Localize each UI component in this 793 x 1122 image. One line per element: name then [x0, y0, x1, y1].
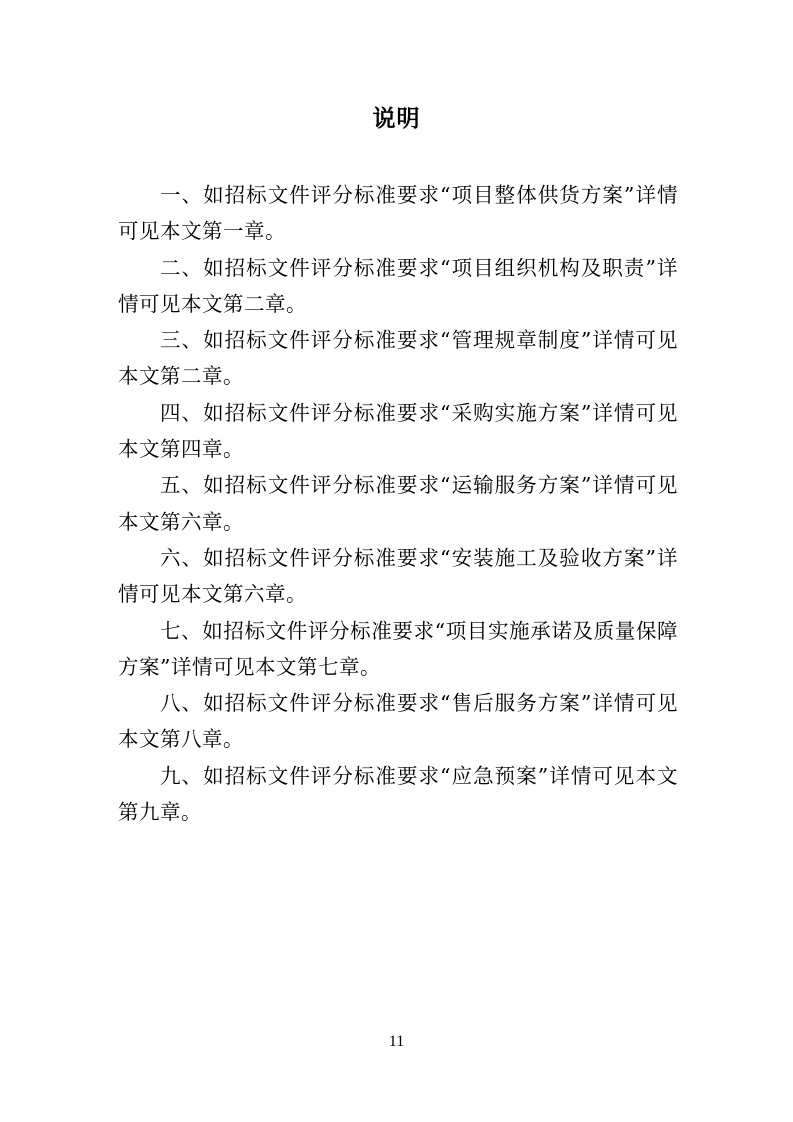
paragraph-5: 五、如招标文件评分标准要求“运输服务方案”详情可见本文第六章。: [118, 473, 678, 534]
paragraph-1: 一、如招标文件评分标准要求“项目整体供货方案”详情可见本文第一章。: [118, 183, 678, 244]
paragraph-8: 八、如招标文件评分标准要求“售后服务方案”详情可见本文第八章。: [118, 691, 678, 752]
paragraph-4: 四、如招标文件评分标准要求“采购实施方案”详情可见本文第四章。: [118, 400, 678, 462]
page-number: 11: [388, 1033, 405, 1050]
paragraph-7: 七、如招标文件评分标准要求“项目实施承诺及质量保障方案”详情可见本文第七章。: [118, 618, 678, 679]
paragraph-9: 九、如招标文件评分标准要求“应急预案”详情可见本文第九章。: [118, 763, 678, 825]
paragraph-3: 三、如招标文件评分标准要求“管理规章制度”详情可见本文第二章。: [118, 328, 678, 389]
paragraph-6: 六、如招标文件评分标准要求“安装施工及验收方案”详情可见本文第六章。: [118, 545, 678, 607]
page-title: 说明: [372, 106, 421, 132]
body-text: [118, 177, 678, 830]
paragraph-2: 二、如招标文件评分标准要求“项目组织机构及职责”详情可见本文第二章。: [118, 255, 678, 316]
